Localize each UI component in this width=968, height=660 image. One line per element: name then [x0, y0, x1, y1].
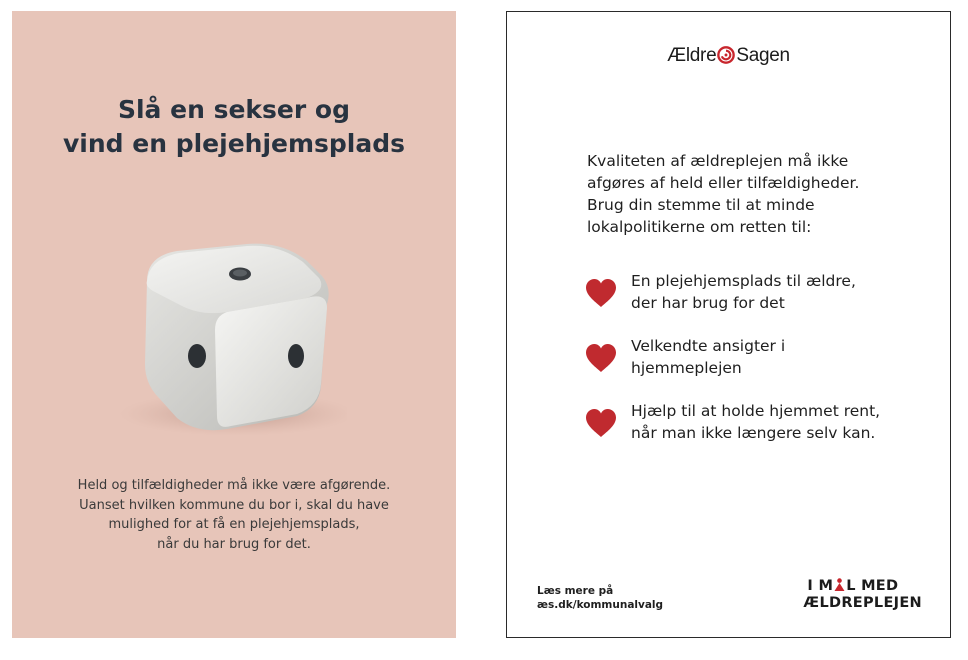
- headline: [12, 93, 456, 161]
- campaign-text-b: L MED: [846, 578, 899, 594]
- read-more-label: Læs mere på: [537, 585, 614, 597]
- intro-line: afgøres af held eller tilfældigheder.: [587, 174, 860, 192]
- item-line: Velkendte ansigter i: [631, 337, 786, 355]
- intro-line: Kvaliteten af ældreplejen må ikke: [587, 152, 849, 170]
- read-more-link[interactable]: æs.dk/kommunalvalg: [537, 599, 664, 611]
- swirl-icon: [717, 46, 735, 64]
- item-line: En plejehjemsplads til ældre,: [631, 272, 856, 290]
- heart-icon: [585, 278, 617, 308]
- person-icon: [834, 578, 845, 591]
- right-poster: [506, 11, 951, 638]
- campaign-line-1: [803, 578, 922, 595]
- item-line: Hjælp til at holde hjemmet rent,: [631, 402, 881, 420]
- body-line: når du har brug for det.: [157, 536, 311, 552]
- logo-text-2: Sagen: [736, 45, 790, 66]
- campaign-logo: [803, 578, 922, 612]
- headline-line-1: Slå en sekser og: [117, 95, 350, 124]
- intro-line: lokalpolitikerne om retten til:: [587, 218, 812, 236]
- list-item: [585, 270, 925, 320]
- headline-line-2: vind en plejehjemsplads: [62, 129, 406, 158]
- campaign-line-2: ÆLDREPLEJEN: [803, 595, 922, 611]
- logo-text-1: Ældre: [667, 45, 717, 66]
- intro-text: [587, 150, 907, 238]
- left-poster: [12, 11, 456, 638]
- read-more-text: [537, 584, 663, 612]
- item-line: hjemmeplejen: [631, 359, 742, 377]
- heart-icon: [585, 408, 617, 438]
- intro-line: Brug din stemme til at minde: [587, 196, 815, 214]
- item-line: der har brug for det: [631, 294, 785, 312]
- list-item: [585, 335, 925, 385]
- campaign-text-a: I M: [807, 578, 834, 594]
- aeldresagen-logo: [507, 45, 950, 67]
- white-die-icon: [107, 226, 347, 436]
- body-line: mulighed for at få en plejehjemsplads,: [108, 517, 360, 532]
- body-line: Held og tilfældigheder må ikke være afgørende.: [77, 478, 391, 493]
- item-line: når man ikke længere selv kan.: [631, 424, 876, 442]
- body-line: Uanset hvilken kommune du bor i, skal du have: [79, 497, 389, 513]
- heart-icon: [585, 343, 617, 373]
- body-text: [12, 476, 456, 554]
- list-item: [585, 400, 925, 450]
